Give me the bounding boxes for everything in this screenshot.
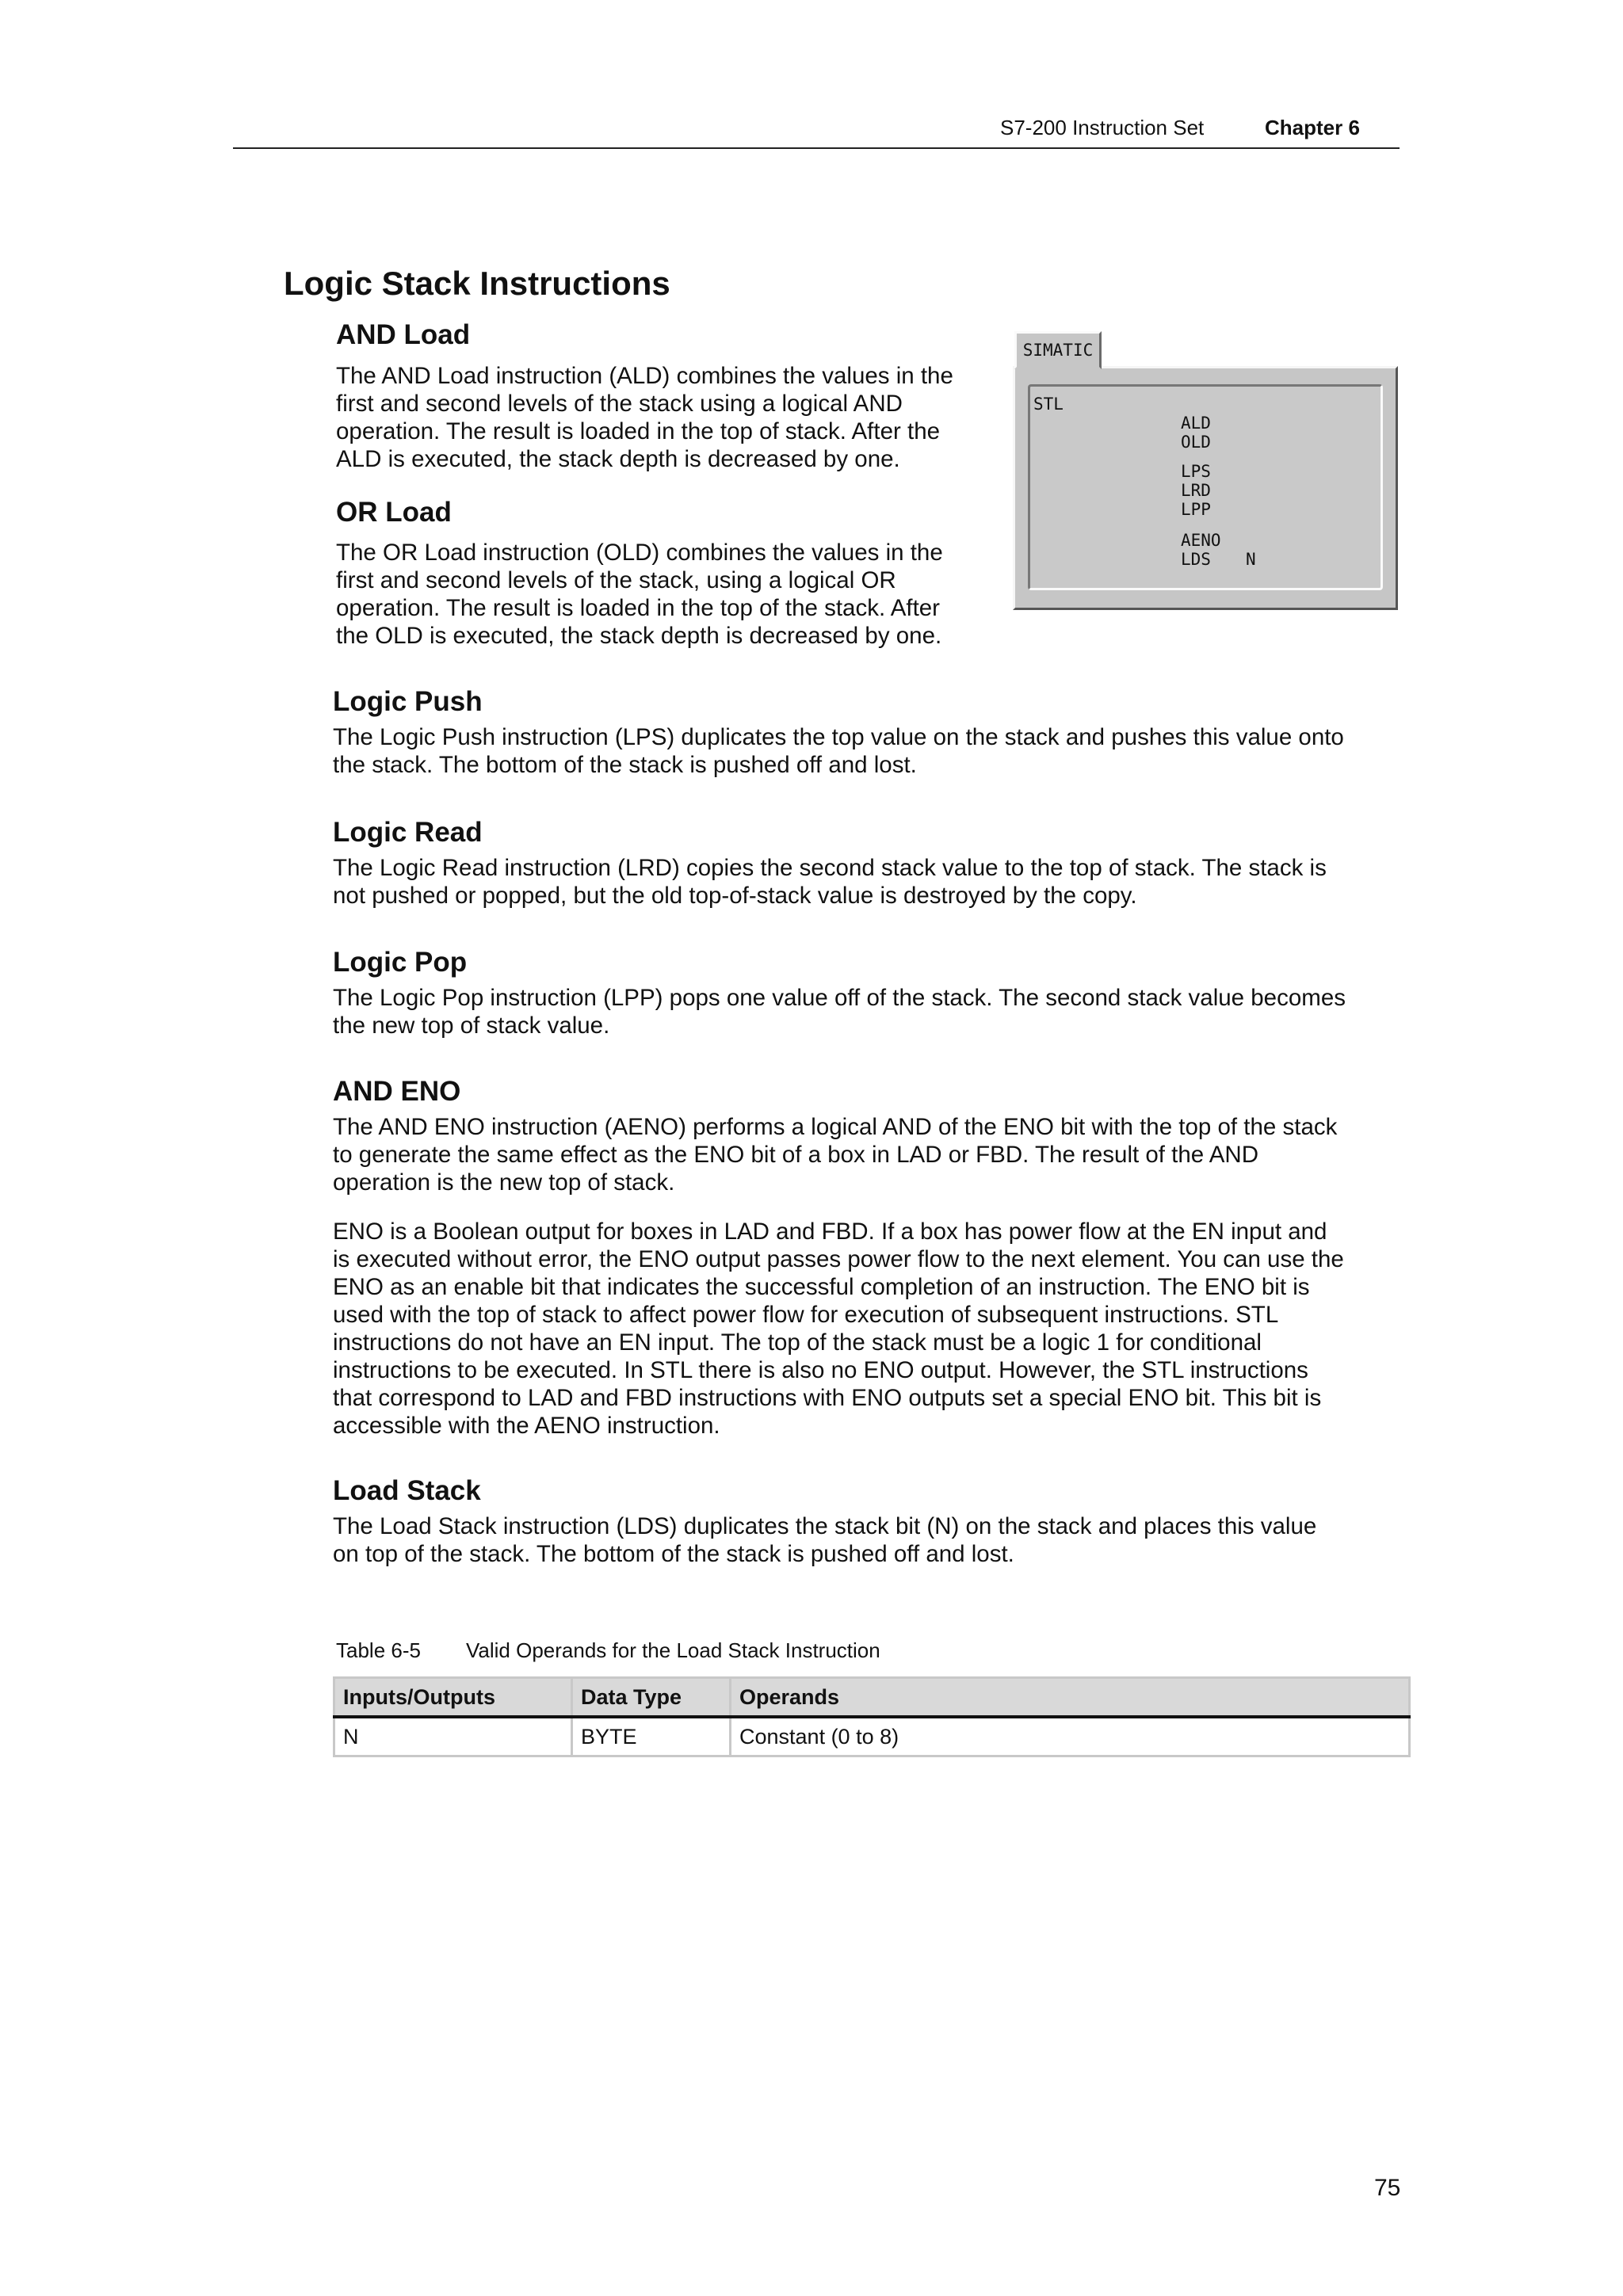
- table-row: [334, 1717, 1410, 1756]
- text-line: operation is the new top of stack.: [333, 1169, 675, 1196]
- text-line: The Logic Pop instruction (LPP) pops one value off of the stack. The second stack value becomes: [333, 985, 1346, 1011]
- text-line: the stack. The bottom of the stack is pushed off and lost.: [333, 752, 917, 778]
- text-line: ENO as an enable bit that indicates the successful completion of an instruction. The ENO bit is: [333, 1274, 1310, 1300]
- header-doc-title: S7-200 Instruction Set: [1000, 116, 1205, 139]
- stl-panel-inner: [1028, 384, 1383, 590]
- table-cell: BYTE: [572, 1717, 731, 1756]
- paragraph-or-load: [336, 539, 943, 650]
- text-line: operation. The result is loaded in the top of the stack. After: [336, 595, 941, 621]
- simatic-tab-label: SIMATIC: [1022, 341, 1094, 360]
- paragraph-and-eno: [333, 1113, 1337, 1196]
- text-line: that correspond to LAD and FBD instructions with ENO outputs set a special ENO bit. This bit is: [333, 1385, 1322, 1411]
- stl-instr-aeno: AENO: [1181, 531, 1221, 550]
- text-line: first and second levels of the stack, using a logical OR: [336, 567, 896, 593]
- stl-instr-lds: LDS: [1181, 550, 1211, 569]
- stl-label: STL: [1033, 395, 1064, 414]
- text-line: accessible with the AENO instruction.: [333, 1413, 720, 1439]
- text-line: operation. The result is loaded in the top of stack. After the: [336, 418, 941, 444]
- heading-and-eno: AND ENO: [333, 1076, 461, 1107]
- col-header-inputs-outputs: Inputs/Outputs: [334, 1678, 572, 1718]
- table-caption: [336, 1638, 880, 1663]
- text-line: ENO is a Boolean output for boxes in LAD and FBD. If a box has power flow at the EN input and: [333, 1219, 1327, 1245]
- heading-logic-push: Logic Push: [333, 686, 483, 717]
- text-line: used with the top of stack to affect power flow for execution of subsequent instructions. STL: [333, 1302, 1279, 1328]
- text-line: on top of the stack. The bottom of the stack is pushed off and lost.: [333, 1541, 1014, 1567]
- stl-instr-lps: LPS: [1181, 462, 1211, 481]
- paragraph-logic-push: [333, 723, 1344, 779]
- heading-logic-pop: Logic Pop: [333, 947, 468, 978]
- table-number: Table 6-5: [336, 1638, 421, 1662]
- text-line: first and second levels of the stack using a logical AND: [336, 391, 903, 417]
- simatic-tab[interactable]: [1014, 331, 1102, 369]
- page-title: Logic Stack Instructions: [284, 265, 670, 302]
- text-line: instructions to be executed. In STL there is also no ENO output. However, the STL instructions: [333, 1357, 1308, 1383]
- text-line: instructions do not have an EN input. The top of the stack must be a logic 1 for conditional: [333, 1329, 1262, 1356]
- table-cell: Constant (0 to 8): [731, 1717, 1410, 1756]
- text-line: ALD is executed, the stack depth is decreased by one.: [336, 446, 900, 472]
- header-rule: [233, 147, 1400, 149]
- table-cell: N: [334, 1717, 572, 1756]
- text-line: is executed without error, the ENO output passes power flow to the next element. You can use the: [333, 1246, 1344, 1272]
- paragraph-logic-read: [333, 854, 1327, 910]
- text-line: The AND ENO instruction (AENO) performs a logical AND of the ENO bit with the top of the stack: [333, 1114, 1338, 1140]
- text-line: the OLD is executed, the stack depth is decreased by one.: [336, 623, 942, 649]
- text-line: the new top of stack value.: [333, 1013, 610, 1039]
- paragraph-and-load: [336, 362, 953, 473]
- heading-load-stack: Load Stack: [333, 1475, 481, 1506]
- operands-table: [333, 1676, 1411, 1757]
- heading-logic-read: Logic Read: [333, 817, 483, 848]
- paragraph-eno-description: [333, 1218, 1344, 1440]
- text-line: The Load Stack instruction (LDS) duplicates the stack bit (N) on the stack and places this value: [333, 1513, 1317, 1539]
- col-header-data-type: Data Type: [572, 1678, 731, 1718]
- page-number: 75: [1374, 2175, 1401, 2201]
- stl-instr-lrd: LRD: [1181, 481, 1211, 500]
- table-header-row: [334, 1678, 1410, 1718]
- text-line: The Logic Push instruction (LPS) duplicates the top value on the stack and pushes this value onto: [333, 724, 1344, 750]
- col-header-operands: Operands: [731, 1678, 1410, 1718]
- header-chapter: Chapter 6: [1265, 116, 1360, 139]
- text-line: to generate the same effect as the ENO bit of a box in LAD or FBD. The result of the AND: [333, 1142, 1259, 1168]
- text-line: not pushed or popped, but the old top-of-stack value is destroyed by the copy.: [333, 883, 1137, 909]
- text-line: The OR Load instruction (OLD) combines the values in the: [336, 540, 943, 566]
- text-line: The Logic Read instruction (LRD) copies the second stack value to the top of stack. The stack is: [333, 855, 1327, 881]
- stl-instr-old: OLD: [1181, 433, 1211, 452]
- text-line: The AND Load instruction (ALD) combines the values in the: [336, 363, 953, 389]
- stl-instr-ald: ALD: [1181, 414, 1211, 433]
- table-title: Valid Operands for the Load Stack Instruction: [466, 1638, 880, 1662]
- paragraph-load-stack: [333, 1512, 1316, 1568]
- heading-or-load: OR Load: [336, 497, 452, 528]
- heading-and-load: AND Load: [336, 319, 471, 350]
- paragraph-logic-pop: [333, 984, 1346, 1039]
- stl-instr-lpp: LPP: [1181, 500, 1211, 519]
- stl-lds-operand: N: [1246, 550, 1256, 569]
- stl-panel: [1013, 366, 1398, 610]
